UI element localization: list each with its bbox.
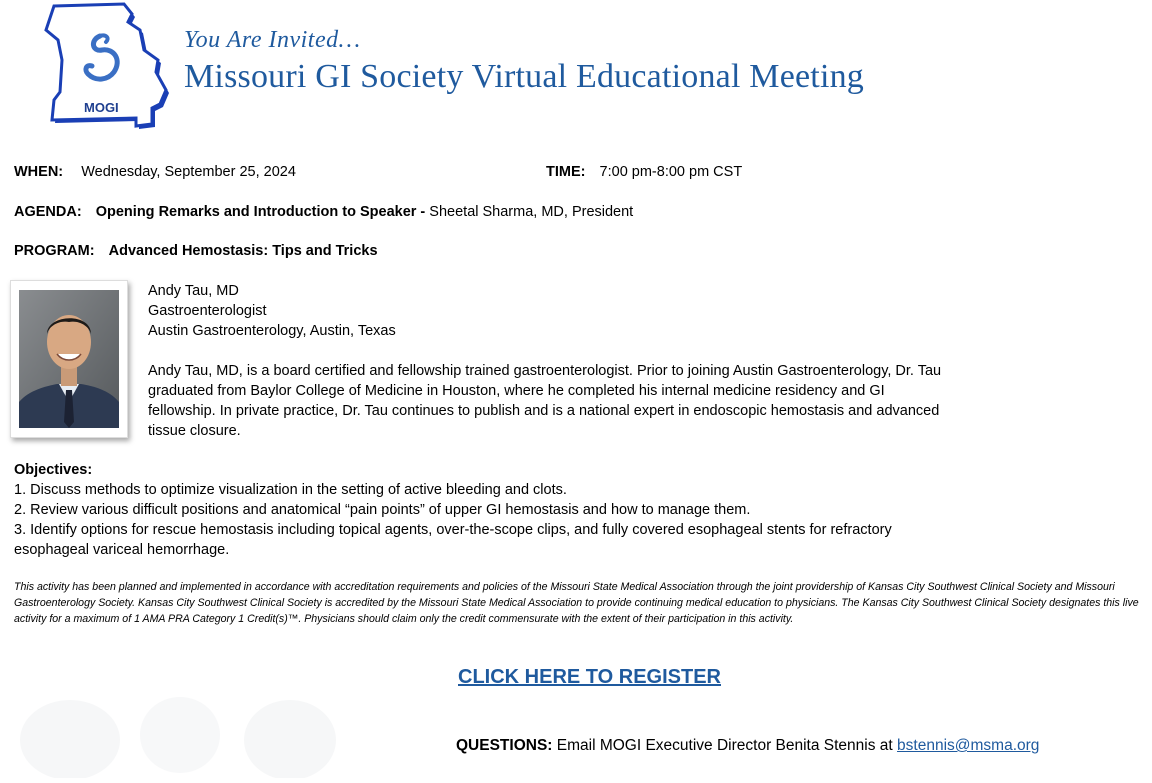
speaker-photo: [10, 280, 128, 438]
background-watermark: [10, 680, 340, 778]
questions-text: Email MOGI Executive Director Benita Stennis at: [552, 737, 898, 754]
logo-text: MOGI: [84, 100, 119, 115]
agenda-item: Opening Remarks and Introduction to Speaker -: [95, 204, 430, 220]
program-row: [14, 241, 378, 261]
when-label: WHEN:: [14, 164, 64, 180]
agenda-label: AGENDA:: [14, 204, 82, 220]
objective-item: 2. Review various difficult positions and anatomical “pain points” of upper GI hemostasis and how to manage them.: [14, 502, 751, 518]
speaker-portrait-icon: [19, 290, 119, 428]
invite-heading: You Are Invited…: [184, 27, 361, 53]
speaker-role: Gastroenterologist: [148, 303, 267, 319]
contact-email-link[interactable]: bstennis@msma.org: [897, 737, 1040, 754]
watermark-shapes-icon: [10, 680, 340, 778]
agenda-row: [14, 202, 633, 222]
objective-item: 3. Identify options for rescue hemostasis including topical agents, over-the-scope clips, and fully covered esophageal stents for refractory esophageal variceal hemorrhage.: [14, 522, 892, 558]
objectives-heading: Objectives:: [14, 462, 93, 478]
program-title: Advanced Hemostasis: Tips and Tricks: [108, 243, 378, 259]
agenda-person: Sheetal Sharma, MD, President: [429, 204, 634, 220]
mogi-logo: [40, 0, 170, 132]
questions-label: QUESTIONS:: [456, 737, 553, 754]
speaker-affiliation: Austin Gastroenterology, Austin, Texas: [148, 323, 396, 339]
speaker-bio: Andy Tau, MD, is a board certified and fellowship trained gastroenterologist. Prior to joining Austin Gastroenterology, Dr. Tau graduated from Baylor College of Medicine in Houston, where he completed his internal medicine residency and GI fellowship. In private practice, Dr. Tau continues to publish and is a national expert in endoscopic hemostasis and advanced tissue closure.: [148, 363, 942, 439]
speaker-name: Andy Tau, MD: [148, 283, 239, 299]
meeting-title: Missouri GI Society Virtual Educational Meeting: [184, 58, 865, 95]
questions-row: [456, 737, 1039, 755]
missouri-state-logo-icon: [40, 0, 170, 132]
accreditation-statement: This activity has been planned and implemented in accordance with accreditation requirements and policies of the Missouri State Medical Association through the joint providership of Kansas City Southwest Clinical Society and Missouri Gastroenterology Society. Kansas City Southwest Clinical Society is accredited by the Missouri State Medical Association to provide continuing medical education to physicians. The Kansas City Southwest Clinical Society designates this live activity for a maximum of 1 AMA PRA Category 1 Credit(s)™. Physicians should claim only the credit commensurate with the extent of their participation in this activity.: [14, 581, 1139, 625]
time-label: TIME:: [546, 164, 586, 180]
objective-item: 1. Discuss methods to optimize visualization in the setting of active bleeding and clots.: [14, 482, 567, 498]
time-row: [546, 162, 742, 182]
time-value: 7:00 pm-8:00 pm CST: [599, 164, 743, 180]
when-row: [14, 162, 296, 182]
program-label: PROGRAM:: [14, 243, 95, 259]
when-value: Wednesday, September 25, 2024: [81, 164, 296, 180]
objectives-section: [14, 460, 934, 560]
register-link[interactable]: CLICK HERE TO REGISTER: [458, 666, 721, 688]
